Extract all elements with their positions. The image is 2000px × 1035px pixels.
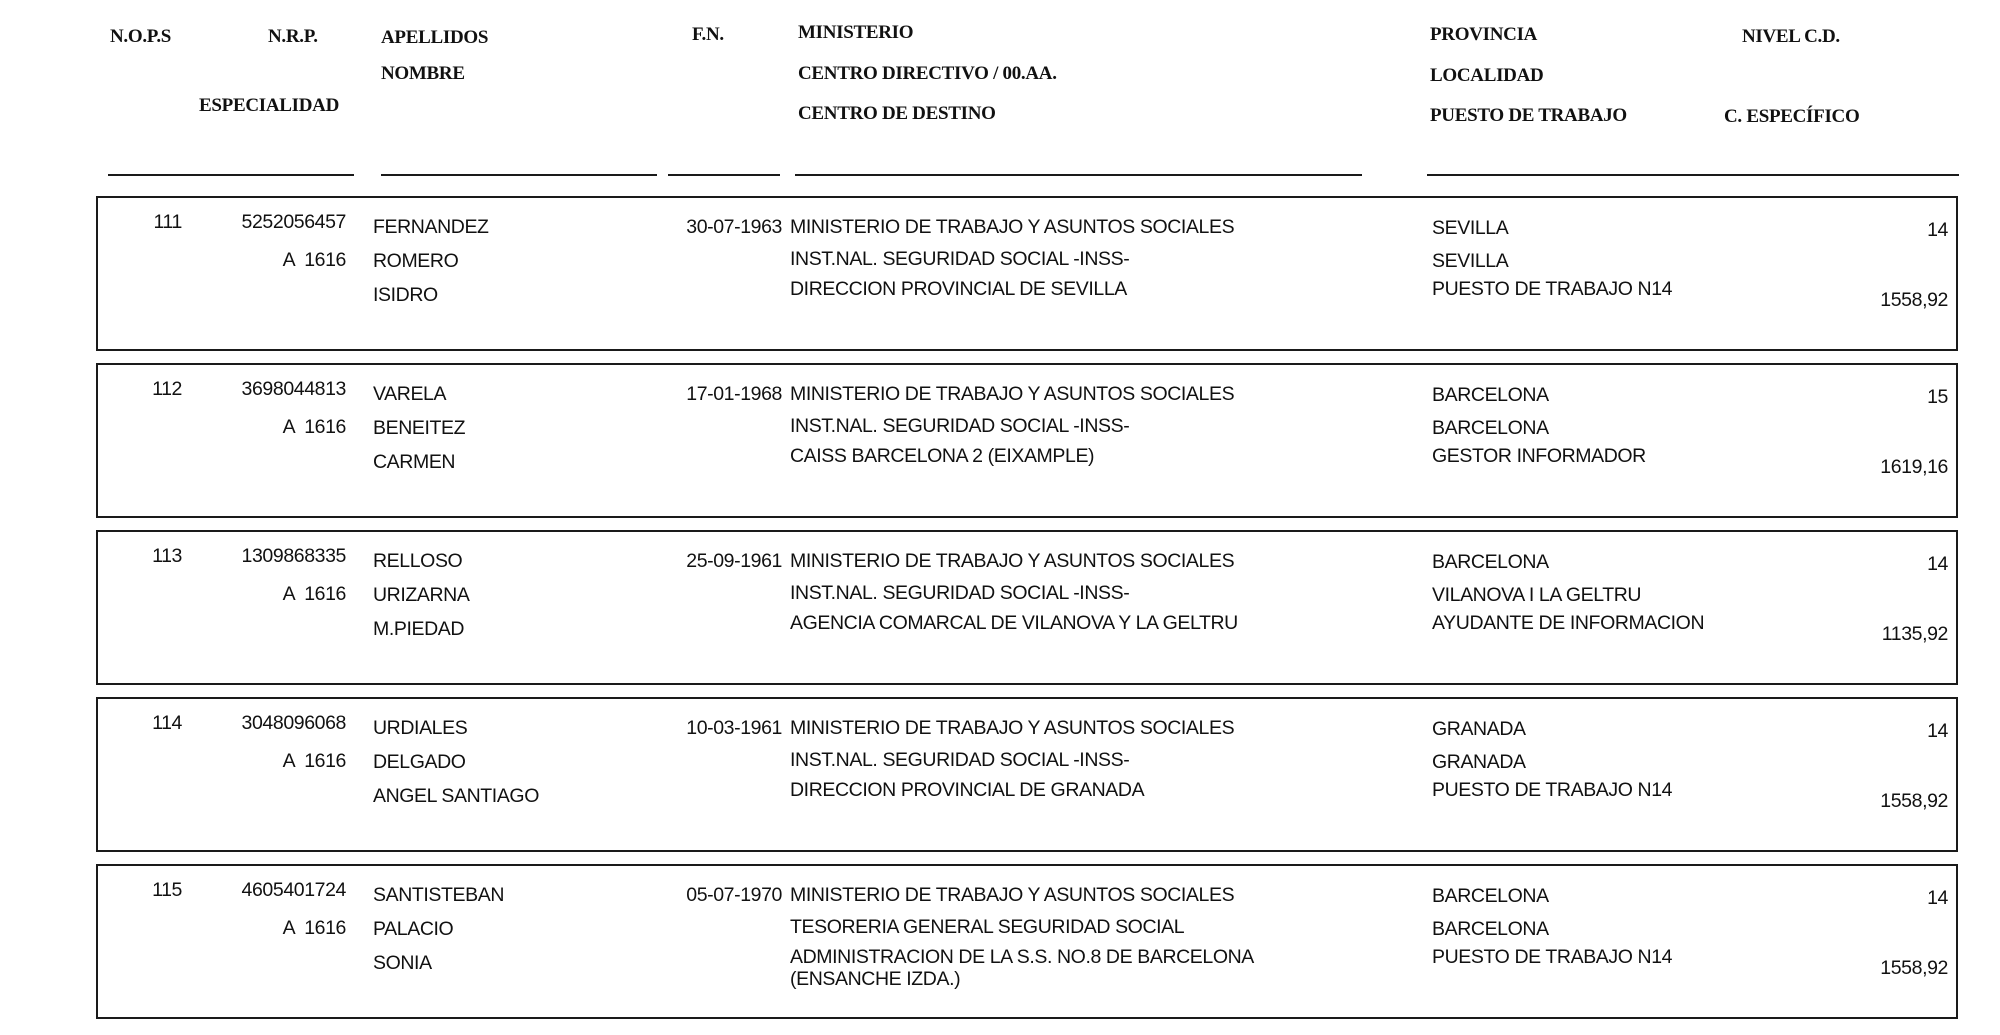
record-row	[96, 697, 1958, 852]
header-c-especifico: C. ESPECÍFICO	[1724, 106, 1860, 127]
ministerio-value: MINISTERIO DE TRABAJO Y ASUNTOS SOCIALES	[790, 884, 1235, 906]
record-row	[96, 530, 1958, 685]
header-nivel-cd: NIVEL C.D.	[1742, 26, 1840, 47]
nivel-cd-value: 14	[1927, 553, 1948, 575]
apellido1-value: RELLOSO	[373, 550, 463, 572]
puesto-trabajo-value: AYUDANTE DE INFORMACION	[1432, 612, 1705, 634]
apellido1-value: VARELA	[373, 383, 447, 405]
header-centro-directivo: CENTRO DIRECTIVO / 00.AA.	[798, 63, 1057, 84]
fn-value: 05-07-1970	[686, 884, 782, 906]
nivel-cd-value: 14	[1927, 219, 1948, 241]
record-row	[96, 864, 1958, 1019]
header-ministerio: MINISTERIO	[798, 22, 914, 43]
centro-directivo-value: INST.NAL. SEGURIDAD SOCIAL -INSS-	[790, 749, 1130, 771]
ministerio-value: MINISTERIO DE TRABAJO Y ASUNTOS SOCIALES	[790, 216, 1235, 238]
fn-value: 25-09-1961	[686, 550, 782, 572]
localidad-value: BARCELONA	[1432, 918, 1549, 940]
apellido2-value: URIZARNA	[373, 584, 470, 606]
puesto-trabajo-value: PUESTO DE TRABAJO N14	[1432, 278, 1673, 300]
header-provincia: PROVINCIA	[1430, 24, 1538, 45]
provincia-value: BARCELONA	[1432, 384, 1549, 406]
c-especifico-value: 1558,92	[1880, 289, 1948, 311]
header-rule-fn	[668, 174, 780, 176]
ministerio-value: MINISTERIO DE TRABAJO Y ASUNTOS SOCIALES	[790, 383, 1235, 405]
nivel-cd-value: 14	[1927, 720, 1948, 742]
centro-destino-value: DIRECCION PROVINCIAL DE GRANADA	[790, 779, 1145, 801]
puesto-trabajo-value: PUESTO DE TRABAJO N14	[1432, 946, 1673, 968]
nombre-value: SONIA	[373, 952, 432, 974]
header-rule-provincia	[1427, 174, 1959, 176]
header-puesto-trabajo: PUESTO DE TRABAJO	[1430, 105, 1627, 126]
especialidad-value: A 1616	[282, 750, 346, 772]
ministerio-value: MINISTERIO DE TRABAJO Y ASUNTOS SOCIALES	[790, 717, 1235, 739]
nrp-value: 3698044813	[241, 378, 346, 400]
especialidad-value: A 1616	[282, 416, 346, 438]
header-apellidos: APELLIDOS	[381, 27, 489, 48]
apellido2-value: BENEITEZ	[373, 417, 466, 439]
puesto-trabajo-value: PUESTO DE TRABAJO N14	[1432, 779, 1673, 801]
apellido2-value: DELGADO	[373, 751, 466, 773]
record-row	[96, 196, 1958, 351]
centro-destino-value: CAISS BARCELONA 2 (EIXAMPLE)	[790, 445, 1095, 467]
provincia-value: GRANADA	[1432, 718, 1526, 740]
apellido1-value: FERNANDEZ	[373, 216, 489, 238]
fn-value: 17-01-1968	[686, 383, 782, 405]
record-row	[96, 363, 1958, 518]
provincia-value: BARCELONA	[1432, 551, 1549, 573]
centro-destino-value: AGENCIA COMARCAL DE VILANOVA Y LA GELTRU	[790, 612, 1238, 634]
header-especialidad: ESPECIALIDAD	[199, 95, 339, 116]
provincia-value: SEVILLA	[1432, 217, 1509, 239]
nombre-value: ANGEL SANTIAGO	[373, 785, 539, 807]
header-centro-destino: CENTRO DE DESTINO	[798, 103, 996, 124]
nivel-cd-value: 15	[1927, 386, 1948, 408]
header-localidad: LOCALIDAD	[1430, 65, 1544, 86]
nrp-value: 1309868335	[241, 545, 346, 567]
nops-value: 114	[152, 712, 182, 734]
header-rule-nops-nrp	[108, 174, 354, 176]
centro-directivo-value: INST.NAL. SEGURIDAD SOCIAL -INSS-	[790, 415, 1130, 437]
especialidad-value: A 1616	[282, 583, 346, 605]
provincia-value: BARCELONA	[1432, 885, 1549, 907]
apellido1-value: URDIALES	[373, 717, 468, 739]
puesto-trabajo-value: GESTOR INFORMADOR	[1432, 445, 1646, 467]
apellido2-value: PALACIO	[373, 918, 454, 940]
localidad-value: VILANOVA I LA GELTRU	[1432, 584, 1642, 606]
centro-directivo-value: INST.NAL. SEGURIDAD SOCIAL -INSS-	[790, 248, 1130, 270]
centro-directivo-value: TESORERIA GENERAL SEGURIDAD SOCIAL	[790, 916, 1185, 938]
nrp-value: 3048096068	[241, 712, 346, 734]
c-especifico-value: 1558,92	[1880, 790, 1948, 812]
ministerio-value: MINISTERIO DE TRABAJO Y ASUNTOS SOCIALES	[790, 550, 1235, 572]
fn-value: 10-03-1961	[686, 717, 782, 739]
nops-value: 112	[152, 378, 182, 400]
localidad-value: GRANADA	[1432, 751, 1526, 773]
localidad-value: BARCELONA	[1432, 417, 1549, 439]
nops-value: 115	[152, 879, 182, 901]
header-rule-apellidos	[381, 174, 657, 176]
especialidad-value: A 1616	[282, 917, 346, 939]
nombre-value: ISIDRO	[373, 284, 438, 306]
header-nombre: NOMBRE	[381, 63, 465, 84]
header-nrp: N.R.P.	[268, 26, 318, 47]
c-especifico-value: 1135,92	[1881, 623, 1948, 645]
apellido1-value: SANTISTEBAN	[373, 884, 505, 906]
fn-value: 30-07-1963	[686, 216, 782, 238]
centro-destino-value: ADMINISTRACION DE LA S.S. NO.8 DE BARCELONA (ENSANCHE IZDA.)	[790, 946, 1253, 990]
c-especifico-value: 1619,16	[1880, 456, 1948, 478]
especialidad-value: A 1616	[282, 249, 346, 271]
header-fn: F.N.	[692, 24, 724, 45]
nombre-value: CARMEN	[373, 451, 456, 473]
nrp-value: 5252056457	[241, 211, 346, 233]
nops-value: 113	[152, 545, 182, 567]
nrp-value: 4605401724	[241, 879, 346, 901]
nombre-value: M.PIEDAD	[373, 618, 465, 640]
nops-value: 111	[153, 211, 182, 233]
localidad-value: SEVILLA	[1432, 250, 1509, 272]
header-nops: N.O.P.S	[110, 26, 172, 47]
centro-destino-value: DIRECCION PROVINCIAL DE SEVILLA	[790, 278, 1127, 300]
c-especifico-value: 1558,92	[1880, 957, 1948, 979]
apellido2-value: ROMERO	[373, 250, 459, 272]
nivel-cd-value: 14	[1927, 887, 1948, 909]
header-rule-ministerio	[795, 174, 1362, 176]
centro-directivo-value: INST.NAL. SEGURIDAD SOCIAL -INSS-	[790, 582, 1130, 604]
